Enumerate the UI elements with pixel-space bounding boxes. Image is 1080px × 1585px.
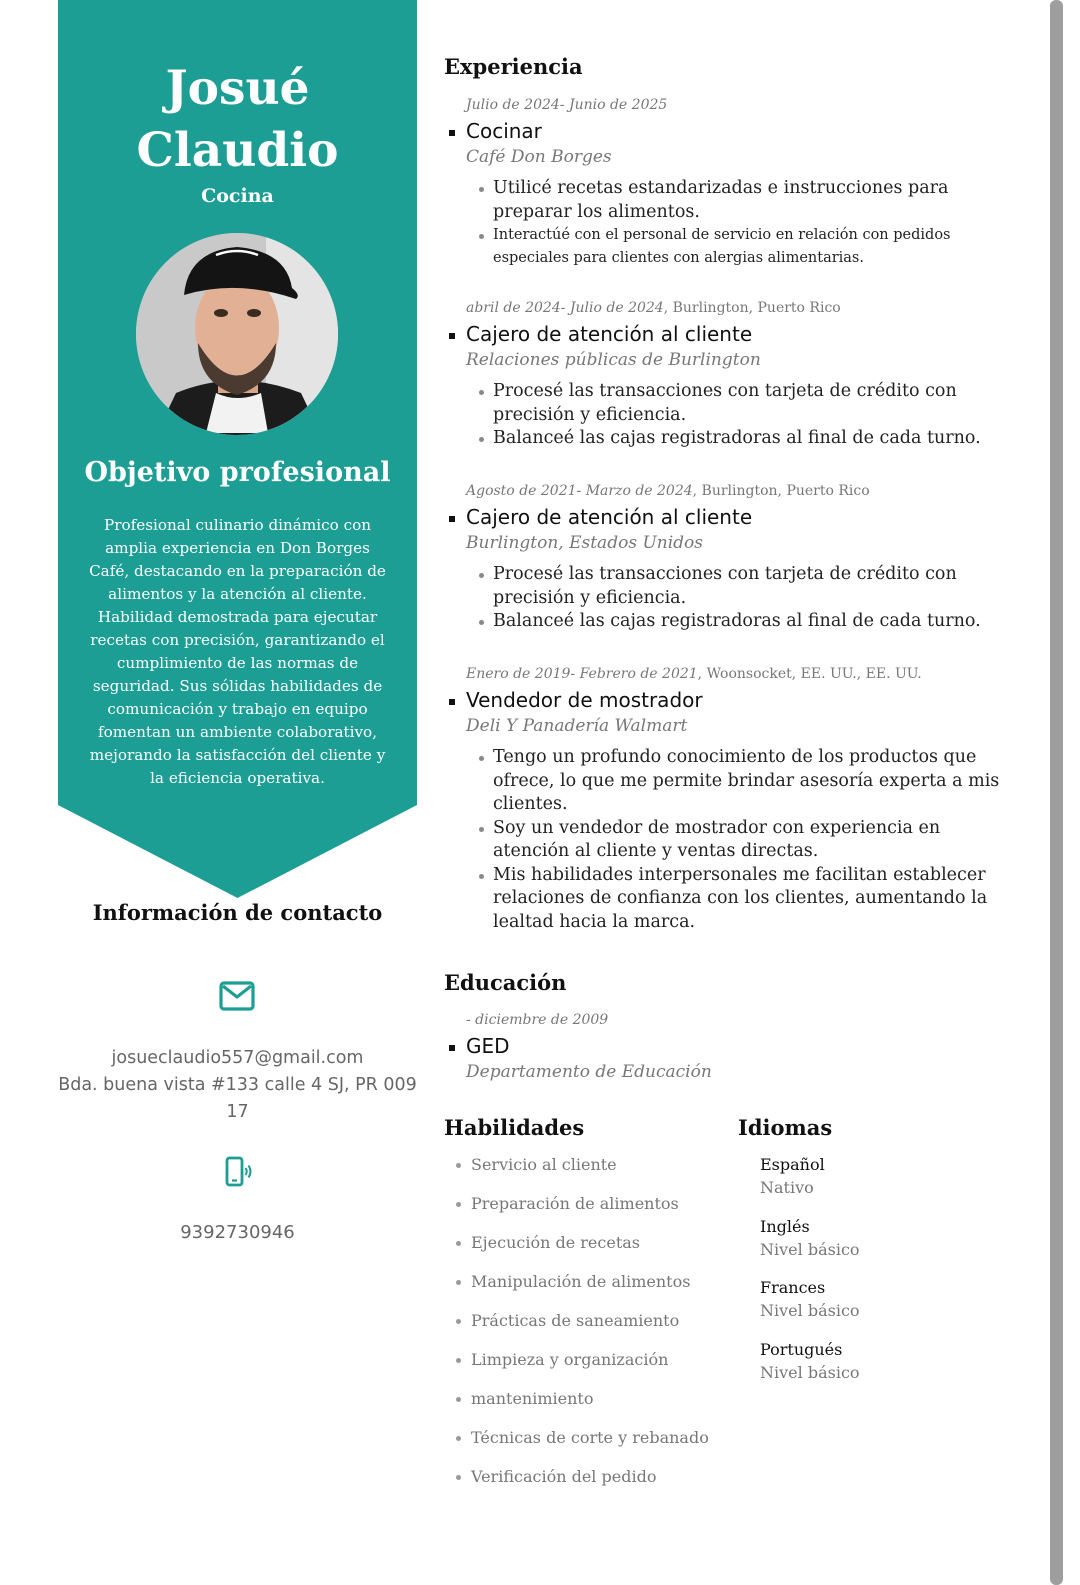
job-location: , Woonsocket, EE. UU., EE. UU. — [697, 666, 922, 682]
skills-title: Habilidades — [444, 1115, 585, 1140]
job-bullets — [444, 380, 1004, 451]
job-bullet: Balanceé las cajas registradoras al final de cada turno. — [493, 427, 1004, 451]
job-entry — [444, 666, 1004, 934]
skill-item: Servicio al cliente — [456, 1152, 709, 1191]
job-date — [466, 483, 1004, 499]
education-degree: GED — [444, 1034, 1004, 1058]
email-link[interactable]: josueclaudio557@gmail.com — [111, 1048, 364, 1068]
candidate-name — [58, 58, 417, 182]
job-title: Cajero de atención al cliente — [444, 505, 1004, 529]
education-entry — [444, 1012, 1004, 1082]
language-name: Frances — [760, 1278, 826, 1297]
language-name: Portugués — [760, 1339, 843, 1359]
objective-text: Profesional culinario dinámico con amplia experiencia en Don Borges Café, destacando en la preparación de alimentos y la atención al cliente. Habilidad demostrada para ejecutar recetas con precisión, garantizando el cumplimiento de las normas de seguridad. Sus sólidas habilidades de comunicación y trabajo en equipo fomentan un ambiente colaborativo, mejorando la satisfacción del cliente y la eficiencia operativa. — [89, 516, 386, 787]
job-bullet: Mis habilidades interpersonales me facilitan establecer relaciones de confianza con los clientes, aumentando la lealtad hacia la marca. — [493, 864, 1004, 935]
job-date — [466, 666, 1004, 682]
language-level: Nativo — [760, 1178, 814, 1197]
contact-details — [56, 1045, 419, 1126]
language-level: Nivel básico — [760, 1239, 860, 1259]
contact-title: Información de contacto — [92, 900, 383, 925]
job-bullet: Soy un vendedor de mostrador con experiencia en atención al cliente y ventas directas. — [493, 817, 1004, 864]
language-item — [760, 1338, 860, 1400]
job-bullet: Balanceé las cajas registradoras al final de cada turno. — [493, 610, 1004, 634]
job-bullet: Procesé las transacciones con tarjeta de crédito con precisión y eficiencia. — [493, 563, 1004, 610]
language-level: Nivel básico — [760, 1362, 860, 1382]
job-title: Cocinar — [444, 119, 1004, 143]
phone-icon — [224, 1156, 254, 1192]
vertical-scrollbar[interactable] — [1050, 0, 1063, 1585]
experience-title: Experiencia — [444, 54, 583, 79]
job-location: , Burlington, Puerto Rico — [663, 300, 841, 316]
job-bullets — [444, 746, 1004, 934]
address-line-1: Bda. buena vista #133 calle 4 SJ, PR 009 — [58, 1075, 417, 1095]
job-bullets — [444, 563, 1004, 634]
name-line-1: Josué — [165, 61, 310, 116]
skill-item: mantenimiento — [456, 1386, 709, 1425]
education-title: Educación — [444, 970, 567, 995]
language-item — [760, 1215, 860, 1277]
skill-item: Ejecución de recetas — [456, 1230, 709, 1269]
job-title: Vendedor de mostrador — [444, 688, 1004, 712]
skills-list — [456, 1152, 709, 1503]
job-company: Deli Y Panadería Walmart — [466, 716, 688, 736]
job-date — [466, 300, 1004, 316]
languages-title: Idiomas — [738, 1115, 833, 1140]
skill-item: Manipulación de alimentos — [456, 1269, 709, 1308]
job-company: Café Don Borges — [466, 147, 612, 167]
language-item — [760, 1153, 860, 1215]
job-entry — [444, 97, 1004, 270]
job-date-range: Julio de 2024- Junio de 2025 — [466, 97, 668, 113]
name-line-2: Claudio — [136, 123, 339, 178]
address-line-2: 17 — [226, 1102, 249, 1122]
languages-list — [760, 1153, 860, 1399]
skill-item: Limpieza y organización — [456, 1347, 709, 1386]
job-date-range: Agosto de 2021- Marzo de 2024 — [466, 483, 693, 499]
job-bullet: Utilicé recetas estandarizadas e instrucciones para preparar los alimentos. — [493, 177, 1004, 224]
job-entry — [444, 300, 1004, 451]
job-title: Cajero de atención al cliente — [444, 322, 1004, 346]
job-location: , Burlington, Puerto Rico — [692, 483, 870, 499]
job-date-range: Enero de 2019- Febrero de 2021 — [466, 666, 698, 682]
candidate-role: Cocina — [201, 185, 274, 207]
skill-item: Técnicas de corte y rebanado — [456, 1425, 709, 1464]
language-name: Inglés — [760, 1216, 810, 1236]
job-bullet: Interactúé con el personal de servicio en relación con pedidos especiales para clientes con alergias alimentarias. — [493, 224, 1004, 270]
job-bullets — [444, 177, 1004, 270]
job-company: Relaciones públicas de Burlington — [466, 350, 761, 370]
job-bullet: Procesé las transacciones con tarjeta de crédito con precisión y eficiencia. — [493, 380, 1004, 427]
skill-item: Preparación de alimentos — [456, 1191, 709, 1230]
job-company: Burlington, Estados Unidos — [466, 533, 703, 553]
language-item — [760, 1276, 860, 1338]
job-bullet: Tengo un profundo conocimiento de los productos que ofrece, lo que me permite brindar asesoría experta a mis clientes. — [493, 746, 1004, 817]
education-institution: Departamento de Educación — [466, 1062, 712, 1082]
education-date: - diciembre de 2009 — [466, 1012, 609, 1028]
phone-number[interactable]: 9392730946 — [180, 1222, 295, 1243]
skill-item: Verificación del pedido — [456, 1464, 709, 1503]
job-date-range: abril de 2024- Julio de 2024 — [466, 300, 664, 316]
language-level: Nivel básico — [760, 1301, 860, 1320]
language-name: Español — [760, 1155, 825, 1174]
mail-icon — [218, 980, 256, 1016]
skill-item: Prácticas de saneamiento — [456, 1308, 709, 1347]
job-entry — [444, 483, 1004, 634]
objective-title: Objetivo profesional — [84, 457, 391, 488]
job-date — [466, 97, 1004, 113]
profile-photo — [136, 233, 338, 435]
